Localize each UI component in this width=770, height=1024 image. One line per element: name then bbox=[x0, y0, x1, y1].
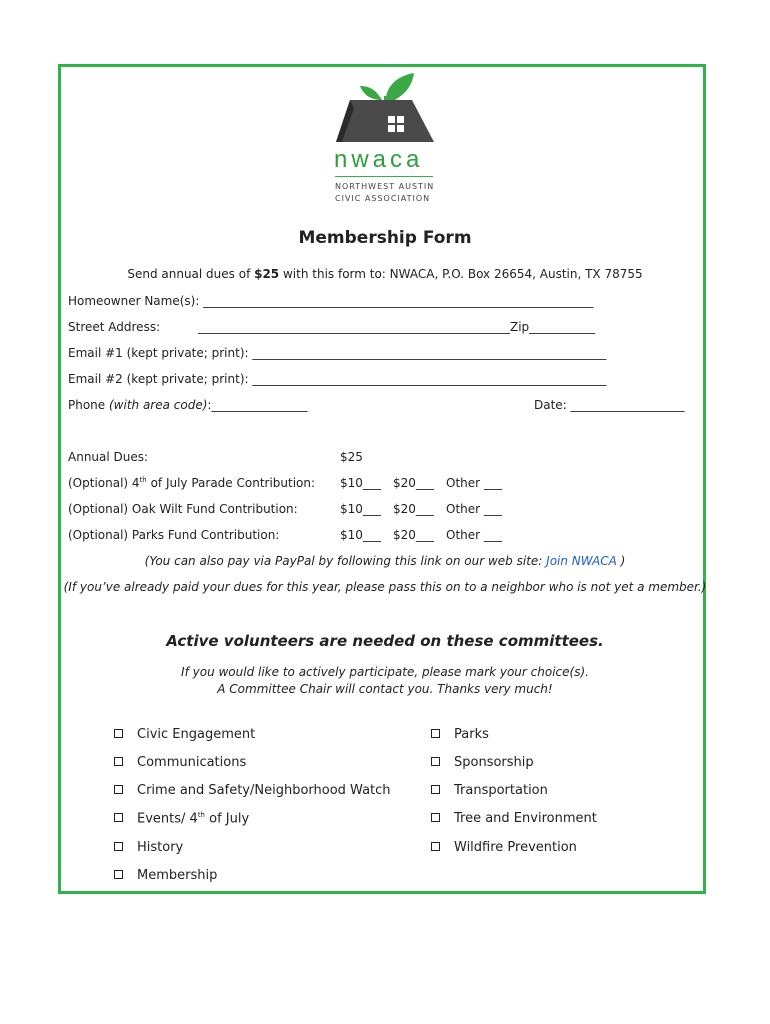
checkbox-parks[interactable] bbox=[431, 729, 440, 738]
checkbox-history[interactable] bbox=[114, 842, 123, 851]
oak-wilt-contribution-label: (Optional) Oak Wilt Fund Contribution: bbox=[68, 502, 298, 516]
email-2-field[interactable]: Email #2 (kept private; print): ___________________________________________________________ bbox=[68, 372, 607, 386]
checkbox-membership[interactable] bbox=[114, 870, 123, 879]
logo-tagline-1: NORTHWEST AUSTIN bbox=[335, 182, 435, 191]
street-address-field[interactable]: ____________________________________________________Zip___________ bbox=[198, 320, 596, 334]
checkbox-sponsorship[interactable] bbox=[431, 757, 440, 766]
checkbox-crime-safety[interactable] bbox=[114, 785, 123, 794]
volunteers-heading: Active volunteers are needed on these committees. bbox=[166, 632, 604, 650]
committee-communications: Communications bbox=[137, 755, 247, 770]
parade-option-10[interactable]: $10___ bbox=[340, 476, 381, 490]
checkbox-communications[interactable] bbox=[114, 757, 123, 766]
checkbox-wildfire-prevention[interactable] bbox=[431, 842, 440, 851]
parade-option-other[interactable]: Other ___ bbox=[446, 476, 502, 490]
logo-divider bbox=[335, 176, 433, 177]
annual-dues-label: Annual Dues: bbox=[68, 450, 149, 464]
volunteers-instruction-2: A Committee Chair will contact you. Thanks very much! bbox=[217, 682, 553, 696]
committee-membership: Membership bbox=[137, 868, 218, 883]
parks-option-10[interactable]: $10___ bbox=[340, 528, 381, 542]
logo-wordmark: nwaca bbox=[334, 146, 424, 173]
street-address-label: Street Address: bbox=[68, 320, 161, 334]
committee-sponsorship: Sponsorship bbox=[454, 755, 534, 770]
parks-contribution-label: (Optional) Parks Fund Contribution: bbox=[68, 528, 280, 542]
oak-wilt-option-20[interactable]: $20___ bbox=[393, 502, 434, 516]
volunteers-instruction-1: If you would like to actively participate, please mark your choice(s). bbox=[181, 665, 589, 679]
date-field[interactable]: Date: ___________________ bbox=[534, 398, 685, 412]
committee-parks: Parks bbox=[454, 727, 489, 742]
oak-wilt-option-other[interactable]: Other ___ bbox=[446, 502, 502, 516]
join-nwaca-link[interactable]: Join NWACA bbox=[546, 554, 617, 568]
checkbox-events[interactable] bbox=[114, 813, 123, 822]
oak-wilt-option-10[interactable]: $10___ bbox=[340, 502, 381, 516]
checkbox-transportation[interactable] bbox=[431, 785, 440, 794]
annual-dues-amount: $25 bbox=[340, 450, 363, 464]
parks-option-other[interactable]: Other ___ bbox=[446, 528, 502, 542]
already-paid-note: (If you’ve already paid your dues for this year, please pass this on to a neighbor who is not yet a member.) bbox=[63, 580, 707, 594]
parade-contribution-label: (Optional) 4th of July Parade Contribution: bbox=[68, 476, 316, 490]
dues-instructions: Send annual dues of $25 with this form to: NWACA, P.O. Box 26654, Austin, TX 78755 bbox=[127, 267, 643, 281]
checkbox-civic-engagement[interactable] bbox=[114, 729, 123, 738]
committee-tree-environment: Tree and Environment bbox=[454, 811, 597, 826]
committee-history: History bbox=[137, 840, 184, 855]
checkbox-tree-environment[interactable] bbox=[431, 813, 440, 822]
parks-option-20[interactable]: $20___ bbox=[393, 528, 434, 542]
committee-crime-safety: Crime and Safety/Neighborhood Watch bbox=[137, 783, 391, 798]
parade-option-20[interactable]: $20___ bbox=[393, 476, 434, 490]
dues-amount: $25 bbox=[254, 267, 280, 281]
phone-field[interactable]: Phone (with area code):________________ bbox=[68, 398, 308, 412]
page-title: Membership Form bbox=[298, 228, 472, 248]
committee-transportation: Transportation bbox=[454, 783, 548, 798]
paypal-note: (You can also pay via PayPal by following this link on our web site: Join NWACA ) bbox=[144, 554, 626, 568]
logo-tagline-2: CIVIC ASSOCIATION bbox=[335, 194, 431, 203]
homeowner-name-field[interactable]: Homeowner Name(s): _________________________________________________________________ bbox=[68, 294, 594, 308]
email-1-field[interactable]: Email #1 (kept private; print): ___________________________________________________________ bbox=[68, 346, 607, 360]
committee-wildfire-prevention: Wildfire Prevention bbox=[454, 840, 577, 855]
committee-events: Events/ 4th of July bbox=[137, 811, 250, 827]
committee-civic-engagement: Civic Engagement bbox=[137, 727, 256, 742]
